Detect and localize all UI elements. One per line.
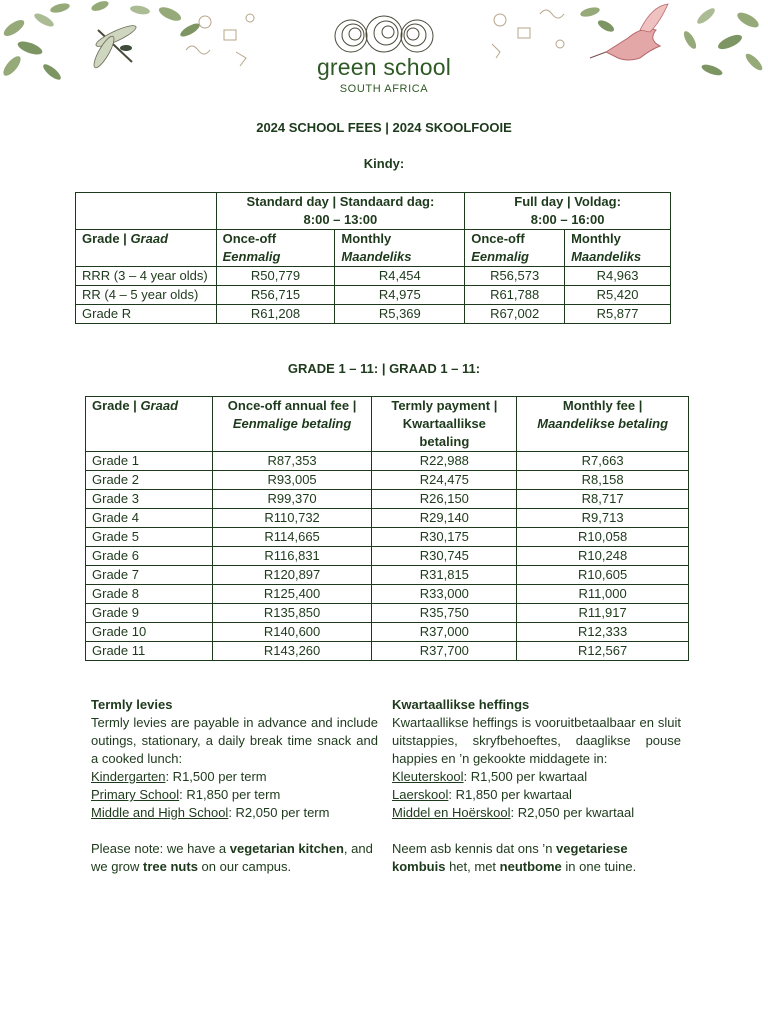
grade-cell: RR (4 – 5 year olds) — [76, 286, 217, 305]
levy-line — [392, 804, 681, 822]
fee-cell: R5,877 — [565, 305, 671, 324]
levy-line-amount: : R1,500 per term — [165, 769, 267, 784]
table-row — [76, 267, 671, 286]
levy-line — [91, 804, 378, 822]
levy-line-amount: : R1,500 per kwartaal — [463, 769, 588, 784]
monthly-fee-header — [517, 397, 689, 452]
fee-cell: R8,158 — [517, 471, 689, 490]
fee-cell: R31,815 — [372, 566, 517, 585]
grade-label-af: Graad — [140, 398, 179, 413]
kindy-header-row — [76, 193, 671, 230]
monthly-label-af: Maandeliks — [341, 249, 412, 264]
fee-cell: R93,005 — [212, 471, 372, 490]
fee-cell: R50,779 — [216, 267, 335, 286]
fee-cell: R8,717 — [517, 490, 689, 509]
table-row — [76, 305, 671, 324]
fee-cell: R7,663 — [517, 452, 689, 471]
fee-cell: R4,975 — [335, 286, 465, 305]
levy-line — [392, 786, 681, 804]
fee-cell: R125,400 — [212, 585, 372, 604]
fee-cell: R61,788 — [465, 286, 565, 305]
grade-cell: Grade 2 — [86, 471, 213, 490]
full-monthly-header — [565, 230, 671, 267]
dietary-note — [392, 840, 681, 876]
termly-payment-label-en: Termly payment | — [391, 398, 498, 413]
fee-cell: R110,732 — [212, 509, 372, 528]
levy-line-label: Kindergarten — [91, 769, 166, 784]
note-text: Please note: we have a — [91, 841, 230, 856]
kindy-fees-table — [75, 192, 671, 324]
note-text: on our campus. — [197, 859, 292, 874]
fee-cell: R22,988 — [372, 452, 517, 471]
table-row — [86, 509, 689, 528]
document-title: 2024 SCHOOL FEES | 2024 SKOOLFOOIE — [256, 120, 512, 135]
fee-cell: R120,897 — [212, 566, 372, 585]
full-day-hours: 8:00 – 16:00 — [530, 212, 605, 227]
fee-cell: R99,370 — [212, 490, 372, 509]
levy-line-label: Laerskool — [392, 787, 449, 802]
termly-levies-section — [91, 696, 378, 876]
levy-line-amount: : R2,050 per kwartaal — [510, 805, 635, 820]
termly-payment-header — [372, 397, 517, 452]
school-logo — [0, 14, 768, 95]
annual-fee-label-en: Once-off annual fee | — [227, 398, 357, 413]
std-monthly-header — [335, 230, 465, 267]
grade-column-header — [76, 230, 217, 267]
note-text: in one tuine. — [561, 859, 637, 874]
standard-day-label: Standard day | Standaard dag: — [246, 194, 435, 209]
grade-cell: Grade 1 — [86, 452, 213, 471]
kwartaallikse-heffings-intro: Kwartaallikse heffings is vooruitbetaalbaar en sluit uitstappies, skryfbehoeftes, daaglikse pouse happies en ’n gekookte middagete in: — [392, 715, 681, 766]
full-once-off-header — [465, 230, 565, 267]
fee-cell: R11,917 — [517, 604, 689, 623]
note-text: Neem asb kennis dat ons ’n — [392, 841, 557, 856]
table-row — [86, 547, 689, 566]
fee-cell: R10,058 — [517, 528, 689, 547]
logo-name: green school — [316, 54, 452, 80]
monthly-fee-label-af: Maandelikse betaling — [537, 416, 669, 431]
kwartaallikse-heffings-title: Kwartaallikse heffings — [392, 697, 530, 712]
fee-cell: R12,567 — [517, 642, 689, 661]
fee-cell: R9,713 — [517, 509, 689, 528]
fee-cell: R26,150 — [372, 490, 517, 509]
termly-levies-title: Termly levies — [91, 697, 173, 712]
levy-line-label: Primary School — [91, 787, 180, 802]
fee-cell: R135,850 — [212, 604, 372, 623]
table-row — [76, 286, 671, 305]
table-row — [86, 452, 689, 471]
fee-cell: R4,963 — [565, 267, 671, 286]
standard-day-hours: 8:00 – 13:00 — [303, 212, 378, 227]
fee-cell: R37,700 — [372, 642, 517, 661]
fee-cell: R5,369 — [335, 305, 465, 324]
levy-line-label: Kleuterskool — [392, 769, 464, 784]
fee-cell: R67,002 — [465, 305, 565, 324]
kindy-subheader-row — [76, 230, 671, 267]
termly-payment-label-af: Kwartaallikse betaling — [402, 416, 486, 449]
full-day-label: Full day | Voldag: — [514, 194, 621, 209]
grade-label-en: Grade | — [82, 231, 131, 246]
levy-line-label: Middel en Hoërskool — [392, 805, 511, 820]
levy-line-label: Middle and High School — [91, 805, 229, 820]
grade-column-header — [86, 397, 213, 452]
kwartaallikse-heffings-section — [392, 696, 681, 876]
fee-cell: R10,605 — [517, 566, 689, 585]
once-off-label-af: Eenmalig — [222, 249, 281, 264]
fee-cell: R33,000 — [372, 585, 517, 604]
table-row — [86, 604, 689, 623]
note-emphasis: tree nuts — [143, 859, 198, 874]
ammonite-logo-icon — [329, 14, 439, 56]
fee-cell: R116,831 — [212, 547, 372, 566]
grades-header-row — [86, 397, 689, 452]
fee-cell: R29,140 — [372, 509, 517, 528]
fee-cell: R4,454 — [335, 267, 465, 286]
grade-cell: Grade 6 — [86, 547, 213, 566]
grades-table-body — [86, 452, 689, 661]
grade-cell: Grade R — [76, 305, 217, 324]
annual-fee-header — [212, 397, 372, 452]
monthly-label-en: Monthly — [571, 231, 621, 246]
fee-cell: R24,475 — [372, 471, 517, 490]
grade-cell: Grade 11 — [86, 642, 213, 661]
fee-cell: R56,573 — [465, 267, 565, 286]
levy-line — [91, 768, 378, 786]
levy-line-amount: : R1,850 per kwartaal — [448, 787, 572, 802]
std-once-off-header — [216, 230, 335, 267]
once-off-label-af: Eenmalig — [471, 249, 529, 264]
fee-cell: R61,208 — [216, 305, 335, 324]
termly-levies-intro: Termly levies are payable in advance and include outings, stationary, a daily break time snack and a cooked lunch: — [91, 715, 378, 766]
note-emphasis: vegetarian kitchen — [229, 841, 344, 856]
monthly-label-en: Monthly — [341, 231, 392, 246]
grade-cell: Grade 9 — [86, 604, 213, 623]
fee-cell: R143,260 — [212, 642, 372, 661]
fee-cell: R30,745 — [372, 547, 517, 566]
grade-cell: Grade 3 — [86, 490, 213, 509]
fee-cell: R30,175 — [372, 528, 517, 547]
levy-line-amount: : R2,050 per term — [228, 805, 330, 820]
fee-cell: R10,248 — [517, 547, 689, 566]
fee-cell: R114,665 — [212, 528, 372, 547]
kindy-heading: Kindy: — [363, 156, 405, 171]
grade-cell: Grade 10 — [86, 623, 213, 642]
monthly-fee-label-en: Monthly fee | — [562, 398, 643, 413]
note-emphasis: neutbome — [499, 859, 562, 874]
note-text: , and we grow — [91, 841, 373, 874]
annual-fee-label-af: Eenmalige betaling — [232, 416, 352, 431]
table-row — [86, 471, 689, 490]
fee-cell: R37,000 — [372, 623, 517, 642]
table-row — [86, 528, 689, 547]
note-emphasis: vegetariese kombuis — [392, 841, 628, 874]
table-row — [86, 623, 689, 642]
monthly-label-af: Maandeliks — [571, 249, 642, 264]
grade-cell: Grade 5 — [86, 528, 213, 547]
once-off-label-en: Once-off — [471, 231, 525, 246]
grades-fees-table — [85, 396, 689, 661]
fee-cell: R5,420 — [565, 286, 671, 305]
fee-cell: R87,353 — [212, 452, 372, 471]
table-row — [86, 585, 689, 604]
table-row — [86, 642, 689, 661]
grade-cell: Grade 8 — [86, 585, 213, 604]
grade-label-en: Grade | — [92, 398, 141, 413]
grade-cell: Grade 7 — [86, 566, 213, 585]
logo-subtitle: SOUTH AFRICA — [339, 83, 429, 95]
fee-cell: R11,000 — [517, 585, 689, 604]
table-row — [86, 490, 689, 509]
once-off-label-en: Once-off — [222, 231, 277, 246]
full-day-header — [465, 193, 671, 230]
empty-header-cell — [76, 193, 217, 230]
levy-line-amount: : R1,850 per term — [179, 787, 281, 802]
grades-heading: GRADE 1 – 11: | GRAAD 1 – 11: — [287, 361, 481, 376]
note-text: het, met — [445, 859, 500, 874]
grade-cell: RRR (3 – 4 year olds) — [76, 267, 217, 286]
fee-cell: R140,600 — [212, 623, 372, 642]
grade-label-af: Graad — [130, 231, 169, 246]
dietary-note — [91, 840, 378, 876]
standard-day-header — [216, 193, 465, 230]
fee-cell: R35,750 — [372, 604, 517, 623]
table-row — [86, 566, 689, 585]
levy-line — [91, 786, 378, 804]
grade-cell: Grade 4 — [86, 509, 213, 528]
fee-cell: R12,333 — [517, 623, 689, 642]
levy-line — [392, 768, 681, 786]
fee-cell: R56,715 — [216, 286, 335, 305]
